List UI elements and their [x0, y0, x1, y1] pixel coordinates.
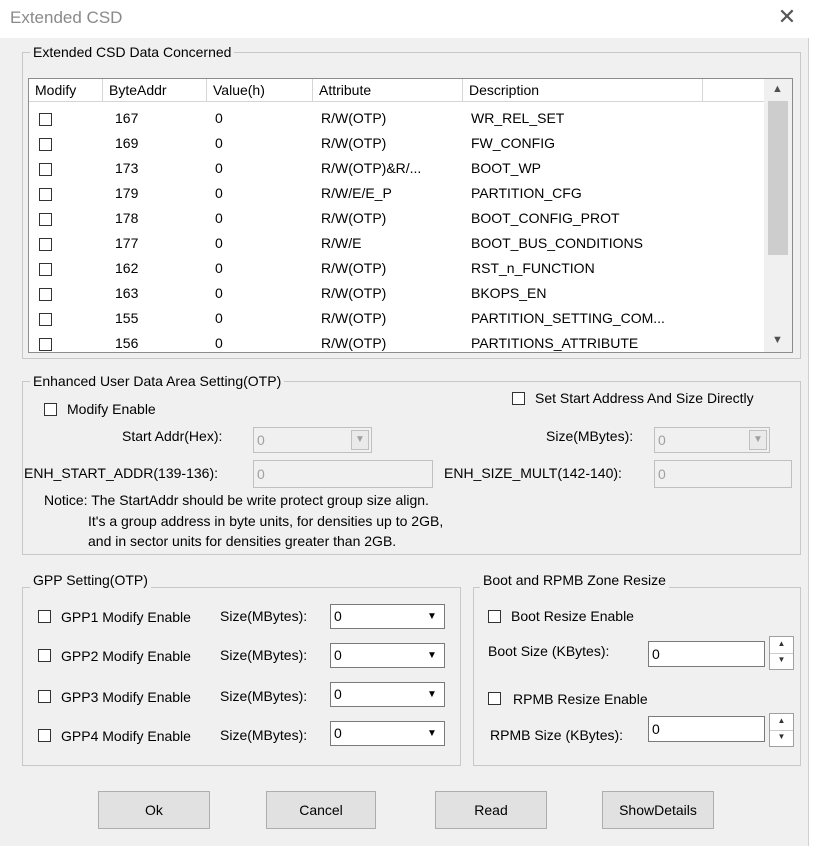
gpp3-size-label: Size(MBytes):	[220, 688, 308, 704]
csd-group-legend: Extended CSD Data Concerned	[30, 44, 234, 60]
row-value: 0	[215, 335, 223, 351]
row-value: 0	[215, 235, 223, 251]
boot-group-legend: Boot and RPMB Zone Resize	[480, 572, 669, 588]
row-description: PARTITION_SETTING_COM...	[471, 310, 665, 326]
table-row[interactable]	[29, 231, 764, 256]
row-description: BKOPS_EN	[471, 285, 547, 301]
gpp4-checkbox[interactable]	[38, 729, 51, 742]
row-modify-checkbox[interactable]	[39, 213, 52, 226]
boot-size-spinner[interactable]	[769, 636, 794, 670]
background-window-edge	[808, 38, 815, 846]
column-attribute[interactable]: Attribute	[313, 79, 463, 101]
row-attribute: R/W(OTP)	[321, 335, 387, 351]
row-attribute: R/W(OTP)	[321, 210, 387, 226]
rpmb-size-label: RPMB Size (KBytes):	[490, 727, 624, 743]
modify-enable-label: Modify Enable	[67, 401, 156, 417]
chevron-down-icon[interactable]: ▼	[422, 646, 442, 666]
column-modify[interactable]: Modify	[29, 79, 103, 101]
table-row[interactable]	[29, 156, 764, 181]
row-description: FW_CONFIG	[471, 135, 555, 151]
gpp4-size-combo[interactable]	[330, 721, 445, 746]
gpp3-label: GPP3 Modify Enable	[61, 689, 191, 705]
spin-up-icon[interactable]: ▲	[770, 637, 793, 654]
notice-line-2: It's a group address in byte units, for densities up to 2GB,	[88, 513, 444, 529]
row-byteaddr: 178	[115, 210, 139, 226]
enh-start-addr-field[interactable]: 0	[253, 460, 433, 488]
gpp-group-legend: GPP Setting(OTP)	[30, 572, 151, 588]
rpmb-resize-label: RPMB Resize Enable	[513, 691, 648, 707]
gpp2-checkbox[interactable]	[38, 649, 51, 662]
row-byteaddr: 156	[115, 335, 139, 351]
scroll-down-icon[interactable]: ▼	[772, 334, 783, 346]
row-value: 0	[215, 160, 223, 176]
window-title: Extended CSD	[10, 8, 123, 27]
set-direct-checkbox[interactable]	[512, 392, 525, 405]
size-value: 0	[658, 432, 666, 448]
row-modify-checkbox[interactable]	[39, 338, 52, 351]
table-row[interactable]	[29, 131, 764, 156]
row-modify-checkbox[interactable]	[39, 238, 52, 251]
row-byteaddr: 155	[115, 310, 139, 326]
rpmb-resize-checkbox[interactable]	[488, 692, 501, 705]
boot-size-label: Boot Size (KBytes):	[488, 643, 610, 659]
gpp3-checkbox[interactable]	[38, 690, 51, 703]
row-byteaddr: 162	[115, 260, 139, 276]
size-label: Size(MBytes):	[546, 428, 634, 444]
gpp1-size-combo[interactable]	[330, 604, 445, 629]
enh-size-mult-field[interactable]: 0	[654, 460, 792, 488]
row-description: PARTITION_CFG	[471, 185, 582, 201]
boot-resize-checkbox[interactable]	[488, 610, 501, 623]
table-row[interactable]	[29, 331, 764, 353]
spin-down-icon[interactable]: ▼	[777, 655, 786, 664]
row-attribute: R/W(OTP)	[321, 285, 387, 301]
row-byteaddr: 163	[115, 285, 139, 301]
scroll-up-icon[interactable]: ▲	[772, 83, 783, 95]
row-byteaddr: 179	[115, 185, 139, 201]
spin-up-icon[interactable]: ▲	[770, 714, 793, 731]
row-value: 0	[215, 260, 223, 276]
chevron-down-icon[interactable]: ▼	[422, 685, 442, 705]
boot-size-field[interactable]: 0	[648, 641, 765, 667]
row-attribute: R/W(OTP)	[321, 110, 387, 126]
column-value[interactable]: Value(h)	[207, 79, 313, 101]
row-attribute: R/W/E/E_P	[321, 185, 392, 201]
gpp2-label: GPP2 Modify Enable	[61, 648, 191, 664]
row-modify-checkbox[interactable]	[39, 263, 52, 276]
spin-down-icon[interactable]: ▼	[777, 732, 786, 741]
gpp1-label: GPP1 Modify Enable	[61, 609, 191, 625]
row-modify-checkbox[interactable]	[39, 288, 52, 301]
start-addr-combo[interactable]	[253, 427, 372, 453]
start-addr-label: Start Addr(Hex):	[122, 428, 223, 444]
row-attribute: R/W(OTP)	[321, 310, 387, 326]
row-modify-checkbox[interactable]	[39, 188, 52, 201]
table-row[interactable]	[29, 256, 764, 281]
csd-list[interactable]	[28, 78, 793, 353]
table-row[interactable]	[29, 106, 764, 131]
close-icon[interactable]: ✕	[777, 4, 797, 29]
read-button[interactable]: Read	[435, 791, 547, 829]
column-byteaddr[interactable]: ByteAddr	[103, 79, 207, 101]
row-value: 0	[215, 135, 223, 151]
row-value: 0	[215, 110, 223, 126]
gpp2-size-combo[interactable]	[330, 643, 445, 668]
chevron-down-icon[interactable]: ▼	[422, 607, 442, 627]
row-modify-checkbox[interactable]	[39, 313, 52, 326]
row-byteaddr: 169	[115, 135, 139, 151]
gpp1-size-value: 0	[334, 608, 342, 624]
row-byteaddr: 173	[115, 160, 139, 176]
scroll-thumb[interactable]	[768, 101, 788, 255]
start-addr-value: 0	[257, 432, 265, 448]
gpp4-label: GPP4 Modify Enable	[61, 728, 191, 744]
row-attribute: R/W/E	[321, 235, 362, 251]
row-value: 0	[215, 185, 223, 201]
gpp1-checkbox[interactable]	[38, 610, 51, 623]
gpp4-size-label: Size(MBytes):	[220, 727, 308, 743]
row-modify-checkbox[interactable]	[39, 113, 52, 126]
csd-list-scrollbar[interactable]	[764, 79, 792, 352]
gpp3-size-value: 0	[334, 686, 342, 702]
row-value: 0	[215, 310, 223, 326]
row-modify-checkbox[interactable]	[39, 138, 52, 151]
enh-start-addr-label: ENH_START_ADDR(139-136):	[24, 465, 218, 481]
table-row[interactable]	[29, 281, 764, 306]
row-attribute: R/W(OTP)	[321, 135, 387, 151]
table-row[interactable]	[29, 306, 764, 331]
row-modify-checkbox[interactable]	[39, 163, 52, 176]
row-description: BOOT_CONFIG_PROT	[471, 210, 620, 226]
set-direct-label: Set Start Address And Size Directly	[535, 390, 754, 406]
boot-resize-label: Boot Resize Enable	[511, 608, 634, 624]
row-byteaddr: 167	[115, 110, 139, 126]
chevron-down-icon[interactable]: ▼	[422, 724, 442, 744]
row-attribute: R/W(OTP)	[321, 260, 387, 276]
rpmb-size-spinner[interactable]	[769, 713, 794, 747]
gpp4-size-value: 0	[334, 725, 342, 741]
ok-button[interactable]: Ok	[98, 791, 210, 829]
row-description: BOOT_WP	[471, 160, 542, 176]
chevron-down-icon[interactable]: ▼	[749, 430, 767, 450]
row-byteaddr: 177	[115, 235, 139, 251]
table-row[interactable]	[29, 206, 764, 231]
enhanced-group-legend: Enhanced User Data Area Setting(OTP)	[30, 373, 284, 389]
gpp1-size-label: Size(MBytes):	[220, 608, 308, 624]
row-attribute: R/W(OTP)&R/...	[321, 160, 422, 176]
row-description: BOOT_BUS_CONDITIONS	[471, 235, 643, 251]
chevron-down-icon[interactable]: ▼	[351, 430, 369, 450]
notice-line-1: Notice: The StartAddr should be write protect group size align.	[44, 492, 429, 508]
cancel-button[interactable]: Cancel	[266, 791, 376, 829]
row-value: 0	[215, 210, 223, 226]
show-details-button[interactable]: ShowDetails	[602, 791, 714, 829]
size-combo[interactable]	[654, 427, 770, 453]
modify-enable-checkbox[interactable]	[44, 403, 57, 416]
column-description[interactable]: Description	[463, 79, 703, 101]
row-description: RST_n_FUNCTION	[471, 260, 595, 276]
row-value: 0	[215, 285, 223, 301]
row-description: WR_REL_SET	[471, 110, 565, 126]
gpp2-size-label: Size(MBytes):	[220, 647, 308, 663]
enh-size-mult-label: ENH_SIZE_MULT(142-140):	[444, 465, 622, 481]
rpmb-size-field[interactable]: 0	[648, 716, 765, 742]
notice-line-3: and in sector units for densities greater than 2GB.	[88, 533, 397, 549]
row-description: PARTITIONS_ATTRIBUTE	[471, 335, 639, 351]
table-row[interactable]	[29, 181, 764, 206]
csd-list-header	[29, 79, 764, 102]
gpp3-size-combo[interactable]	[330, 682, 445, 707]
gpp2-size-value: 0	[334, 647, 342, 663]
